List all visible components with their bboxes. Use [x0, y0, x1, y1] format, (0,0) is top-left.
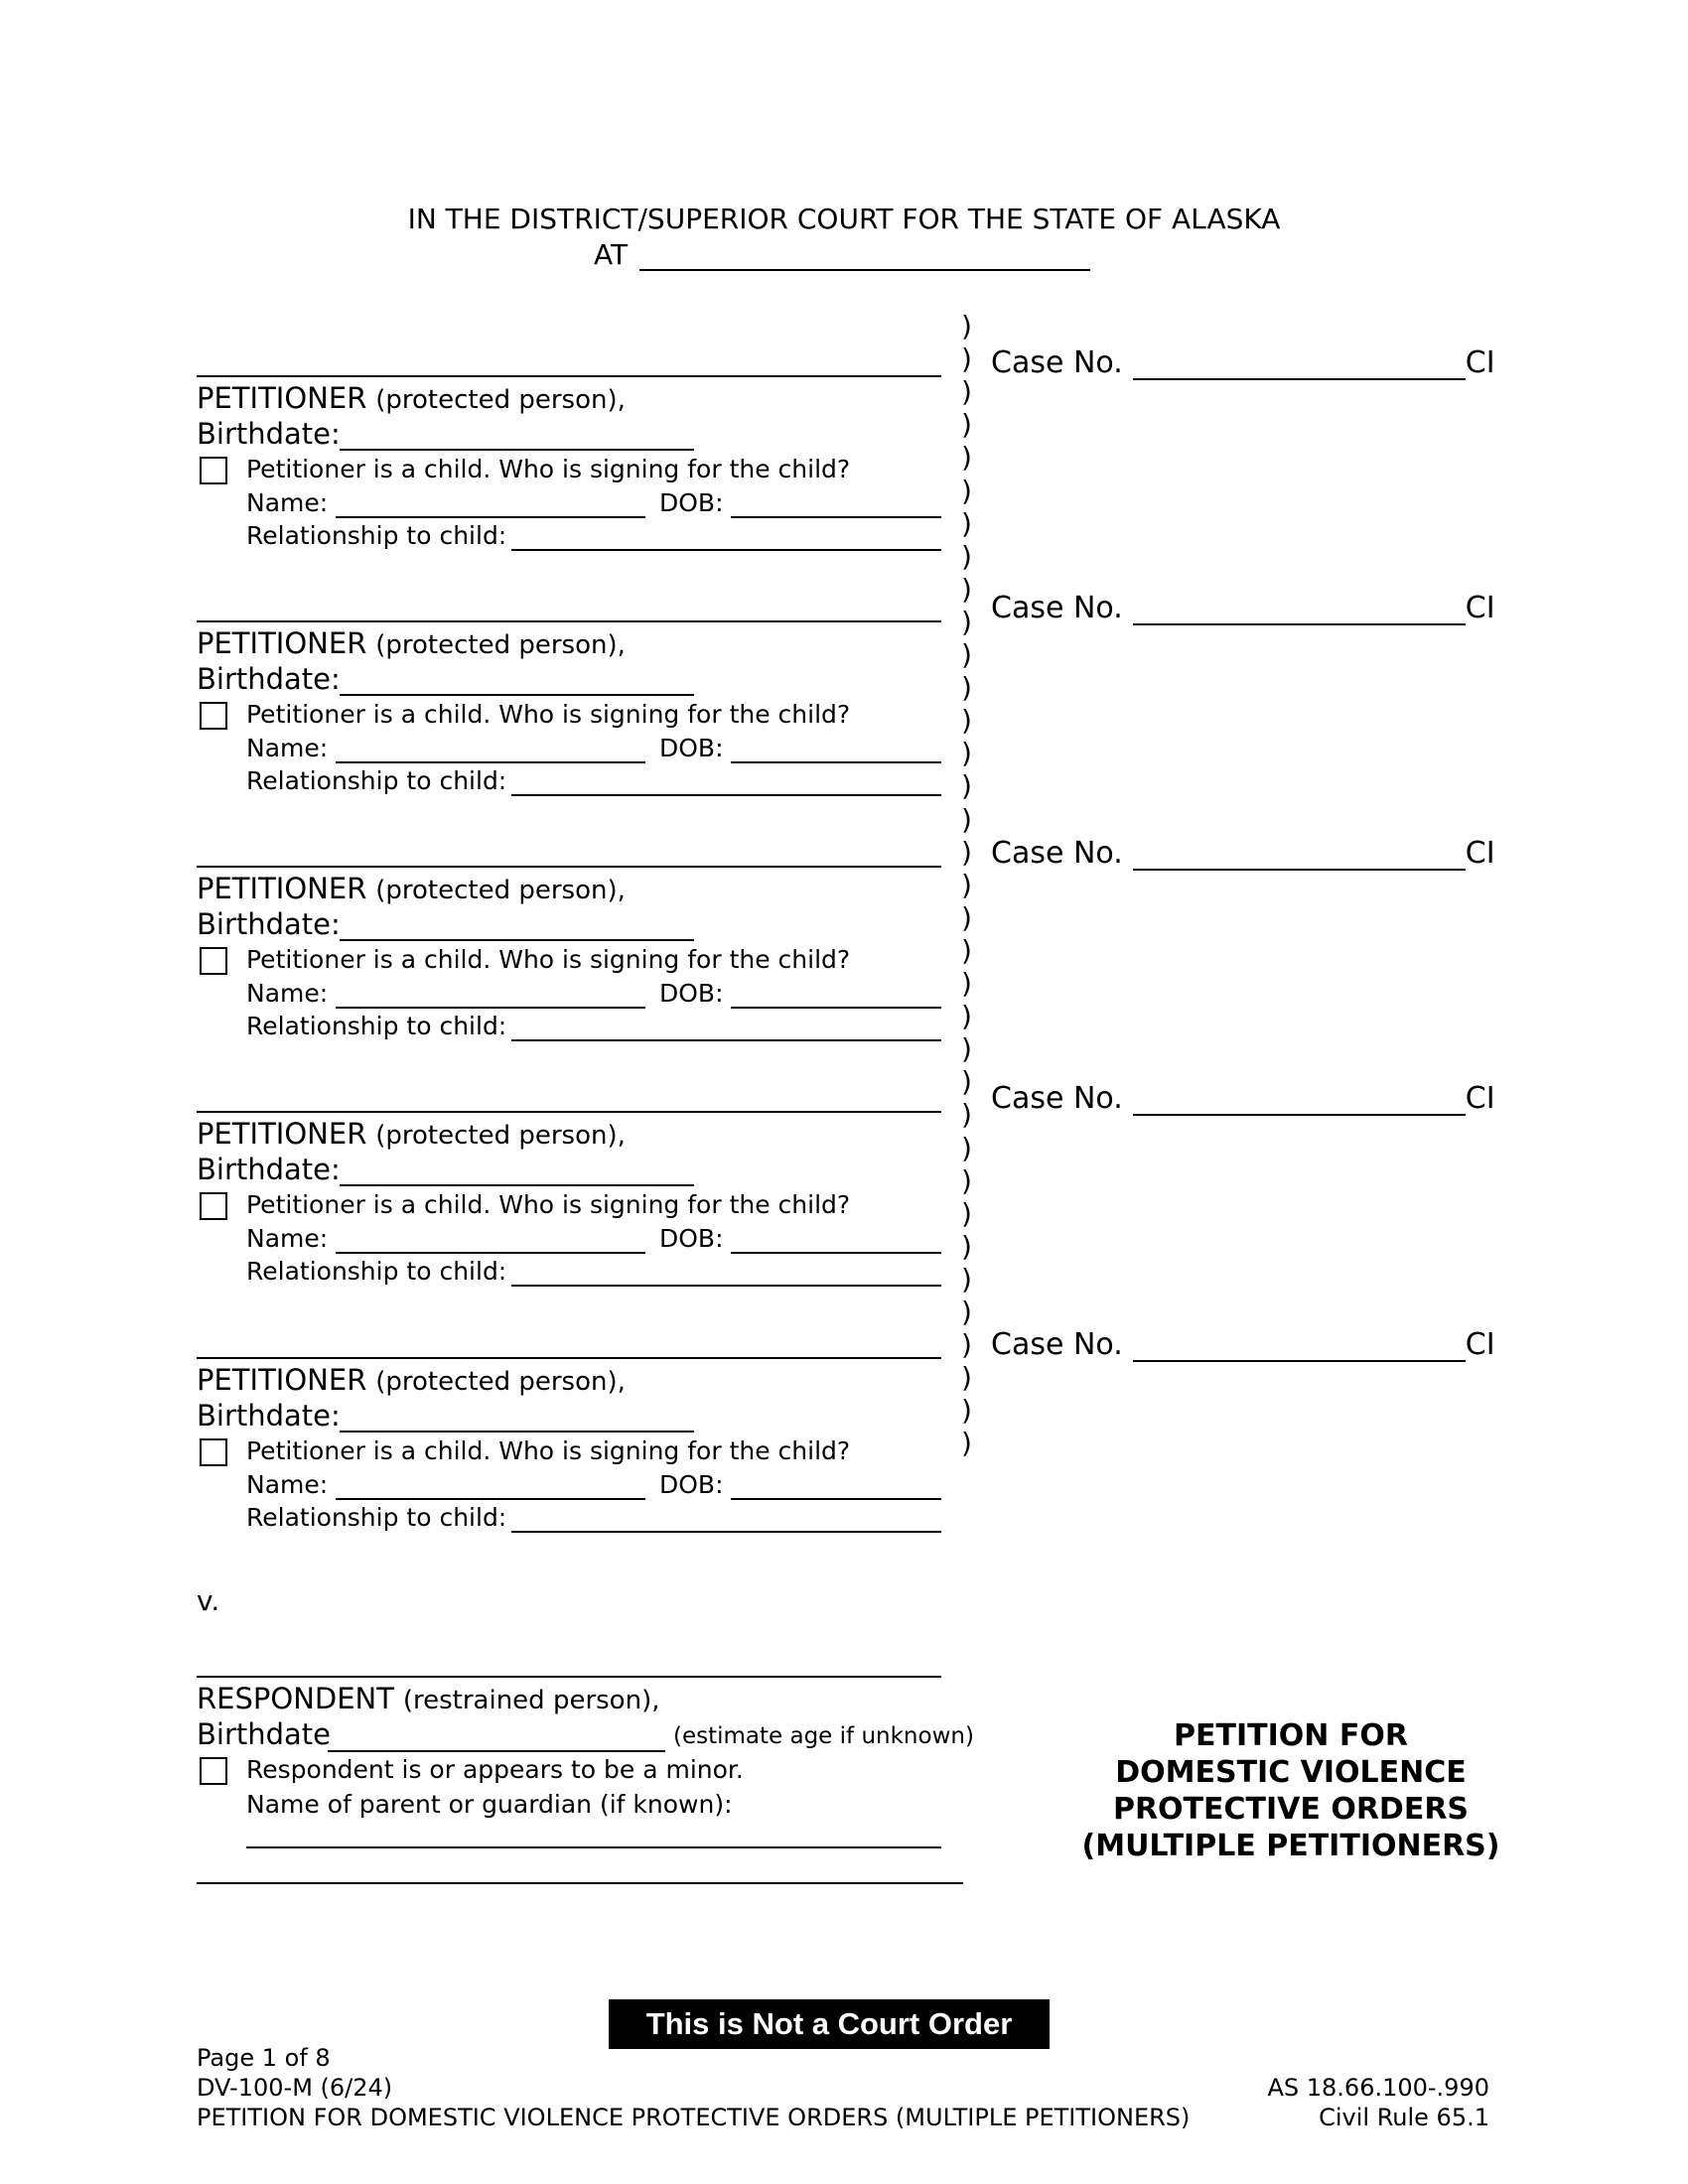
signer-dob-field[interactable] — [731, 761, 941, 763]
petitioner-role — [197, 1117, 626, 1151]
petitioner-role-label: PETITIONER — [197, 872, 367, 905]
petitioner-child-checkbox[interactable] — [200, 1438, 227, 1466]
petitioner-child-question: Petitioner is a child. Who is signing for the child? — [246, 945, 851, 974]
signer-dob-field[interactable] — [731, 1498, 941, 1500]
petitioner-child-checkbox[interactable] — [200, 1192, 227, 1220]
caption-paren: ) — [961, 1065, 972, 1099]
caption-paren: ) — [961, 605, 972, 638]
caption-paren: ) — [961, 671, 972, 705]
caption-paren: ) — [961, 933, 972, 967]
petitioner-role-label: PETITIONER — [197, 1363, 367, 1397]
petitioner-role-note: (protected person), — [375, 1367, 626, 1397]
case-number-field[interactable] — [1133, 1332, 1466, 1362]
caption-paren: ) — [961, 539, 972, 573]
signer-name-field[interactable] — [336, 761, 645, 763]
caption-paren: ) — [961, 835, 972, 869]
document-title-line: DOMESTIC VIOLENCE — [1115, 1755, 1467, 1790]
caption-paren: ) — [961, 900, 972, 934]
caption-paren: ) — [961, 1131, 972, 1164]
respondent-birthdate-field[interactable] — [328, 1750, 665, 1752]
respondent-role-label: RESPONDENT — [197, 1682, 394, 1715]
document-title — [1072, 1717, 1509, 1864]
court-location-field[interactable] — [639, 243, 1090, 271]
signer-dob-label: DOB: — [659, 979, 724, 1008]
signer-name-field[interactable] — [336, 516, 645, 518]
signer-dob-field[interactable] — [731, 1252, 941, 1254]
caption-paren: ) — [961, 868, 972, 901]
caption-paren: ) — [961, 769, 972, 803]
respondent-role — [197, 1682, 659, 1715]
relationship-field[interactable] — [511, 794, 941, 796]
caption-paren: ) — [961, 1427, 972, 1460]
petitioner-role-label: PETITIONER — [197, 1117, 367, 1151]
petitioner-birthdate-field[interactable] — [340, 449, 694, 451]
caption-paren: ) — [961, 737, 972, 770]
estimate-age-note: (estimate age if unknown) — [673, 1723, 974, 1749]
footer-form-title: PETITION FOR DOMESTIC VIOLENCE PROTECTIVE ORDERS (MULTIPLE PETITIONERS) — [197, 2104, 1191, 2131]
case-number — [991, 591, 1495, 625]
caption-paren: ) — [961, 1229, 972, 1263]
petitioner-birthdate-field[interactable] — [340, 1184, 694, 1186]
case-number — [991, 1327, 1495, 1362]
signer-dob-field[interactable] — [731, 1007, 941, 1009]
caption-paren: ) — [961, 408, 972, 442]
petitioner-name-field[interactable] — [197, 1111, 941, 1113]
petitioner-name-field[interactable] — [197, 375, 941, 377]
caption-paren: ) — [961, 375, 972, 409]
court-title: IN THE DISTRICT/SUPERIOR COURT FOR THE STATE OF ALASKA — [407, 203, 1281, 235]
caption-paren: ) — [961, 704, 972, 738]
petitioner-birthdate-field[interactable] — [340, 939, 694, 941]
caption-paren: ) — [961, 1394, 972, 1428]
petitioner-name-field[interactable] — [197, 1357, 941, 1359]
relationship-label: Relationship to child: — [246, 1503, 507, 1532]
relationship-field[interactable] — [511, 1285, 941, 1287]
petitioner-child-checkbox[interactable] — [200, 702, 227, 730]
petitioner-child-question: Petitioner is a child. Who is signing for the child? — [246, 455, 851, 483]
case-number-label: Case No. — [991, 1081, 1123, 1116]
petitioner-birthdate-label: Birthdate: — [197, 1399, 341, 1433]
caption-paren: ) — [961, 1163, 972, 1197]
respondent-role-note: (restrained person), — [402, 1686, 660, 1715]
case-number — [991, 1081, 1495, 1116]
case-number — [991, 836, 1495, 871]
petitioner-birthdate-field[interactable] — [340, 694, 694, 696]
petitioner-name-field[interactable] — [197, 866, 941, 868]
caption-paren: ) — [961, 1196, 972, 1230]
document-title-line: PETITION FOR — [1174, 1718, 1408, 1753]
respondent-name-field[interactable] — [197, 1676, 941, 1678]
footer-form-id: DV-100-M (6/24) — [197, 2074, 393, 2102]
signer-name-field[interactable] — [336, 1498, 645, 1500]
caption-paren: ) — [961, 1098, 972, 1132]
case-number — [991, 345, 1495, 380]
document-title-line: PROTECTIVE ORDERS — [1112, 1792, 1470, 1827]
signer-dob-label: DOB: — [659, 734, 724, 762]
case-number-label: Case No. — [991, 591, 1123, 625]
case-number-suffix: CI — [1465, 1327, 1495, 1362]
caption-paren: ) — [961, 572, 972, 606]
petitioner-role — [197, 626, 626, 660]
caption-paren: ) — [961, 967, 972, 1000]
respondent-birthdate-label: Birthdate — [197, 1717, 332, 1751]
petitioner-role — [197, 381, 626, 415]
footer-page: Page 1 of 8 — [197, 2044, 331, 2072]
at-label: AT — [594, 238, 629, 271]
petitioner-child-checkbox[interactable] — [200, 947, 227, 975]
petitioner-birthdate-label: Birthdate: — [197, 662, 341, 696]
court-location — [594, 238, 1090, 271]
caption-paren: ) — [961, 1032, 972, 1066]
caption-paren: ) — [961, 802, 972, 836]
petitioner-role-label: PETITIONER — [197, 381, 367, 415]
petitioner-child-question: Petitioner is a child. Who is signing for the child? — [246, 700, 851, 729]
case-number-field[interactable] — [1133, 1086, 1466, 1116]
guardian-label: Name of parent or guardian (if known): — [246, 1790, 733, 1819]
petitioner-name-field[interactable] — [197, 620, 941, 622]
petitioner-role-note: (protected person), — [375, 630, 626, 660]
caption-paren: ) — [961, 638, 972, 671]
caption-paren: ) — [961, 1000, 972, 1033]
case-number-field[interactable] — [1133, 350, 1466, 380]
caption-paren: ) — [961, 342, 972, 376]
petitioner-birthdate-label: Birthdate: — [197, 907, 341, 941]
signer-name-label: Name: — [246, 734, 329, 762]
signer-name-label: Name: — [246, 1224, 329, 1253]
case-number-suffix: CI — [1465, 345, 1495, 380]
relationship-label: Relationship to child: — [246, 521, 507, 550]
caption-paren: ) — [961, 506, 972, 540]
case-number-suffix: CI — [1465, 836, 1495, 871]
signer-name-field[interactable] — [336, 1252, 645, 1254]
signer-dob-label: DOB: — [659, 1224, 724, 1253]
caption-bottom-rule — [197, 1882, 963, 1884]
signer-name-label: Name: — [246, 979, 329, 1008]
relationship-field[interactable] — [511, 1039, 941, 1041]
signer-name-label: Name: — [246, 488, 329, 517]
case-number-label: Case No. — [991, 345, 1123, 380]
document-title-line: (MULTIPLE PETITIONERS) — [1081, 1829, 1500, 1863]
caption-paren: ) — [961, 1262, 972, 1296]
footer-statute: AS 18.66.100-.990 — [1267, 2074, 1489, 2102]
petitioner-role — [197, 1363, 626, 1397]
guardian-name-field[interactable] — [246, 1846, 941, 1848]
petitioner-child-question: Petitioner is a child. Who is signing for the child? — [246, 1436, 851, 1465]
case-number-label: Case No. — [991, 1327, 1123, 1362]
caption-paren: ) — [961, 1328, 972, 1362]
case-number-field[interactable] — [1133, 596, 1466, 625]
respondent-minor-label: Respondent is or appears to be a minor. — [246, 1755, 744, 1784]
relationship-field[interactable] — [511, 549, 941, 551]
petitioner-birthdate-field[interactable] — [340, 1431, 694, 1433]
not-court-order-banner: This is Not a Court Order — [609, 1999, 1050, 2049]
caption-paren: ) — [961, 1296, 972, 1328]
caption-paren: ) — [961, 310, 972, 342]
petitioner-role — [197, 872, 626, 905]
petitioner-role-note: (protected person), — [375, 385, 626, 415]
signer-name-label: Name: — [246, 1470, 329, 1499]
case-number-label: Case No. — [991, 836, 1123, 871]
signer-name-field[interactable] — [336, 1007, 645, 1009]
case-number-suffix: CI — [1465, 591, 1495, 625]
footer-rule: Civil Rule 65.1 — [1319, 2104, 1489, 2131]
petitioner-birthdate-label: Birthdate: — [197, 417, 341, 451]
petitioner-role-label: PETITIONER — [197, 626, 367, 660]
case-number-suffix: CI — [1465, 1081, 1495, 1116]
versus-label: v. — [197, 1584, 220, 1617]
relationship-label: Relationship to child: — [246, 1257, 507, 1286]
petitioner-birthdate-label: Birthdate: — [197, 1153, 341, 1186]
relationship-field[interactable] — [511, 1531, 941, 1533]
caption-paren: ) — [961, 441, 972, 475]
case-number-field[interactable] — [1133, 841, 1466, 871]
petitioner-child-question: Petitioner is a child. Who is signing for the child? — [246, 1190, 851, 1219]
relationship-label: Relationship to child: — [246, 766, 507, 795]
petitioner-role-note: (protected person), — [375, 876, 626, 905]
signer-dob-label: DOB: — [659, 488, 724, 517]
caption-paren: ) — [961, 1361, 972, 1395]
petitioner-child-checkbox[interactable] — [200, 457, 227, 484]
signer-dob-field[interactable] — [731, 516, 941, 518]
respondent-minor-checkbox[interactable] — [200, 1757, 227, 1785]
petitioner-role-note: (protected person), — [375, 1121, 626, 1151]
signer-dob-label: DOB: — [659, 1470, 724, 1499]
relationship-label: Relationship to child: — [246, 1012, 507, 1040]
caption-paren: ) — [961, 474, 972, 507]
